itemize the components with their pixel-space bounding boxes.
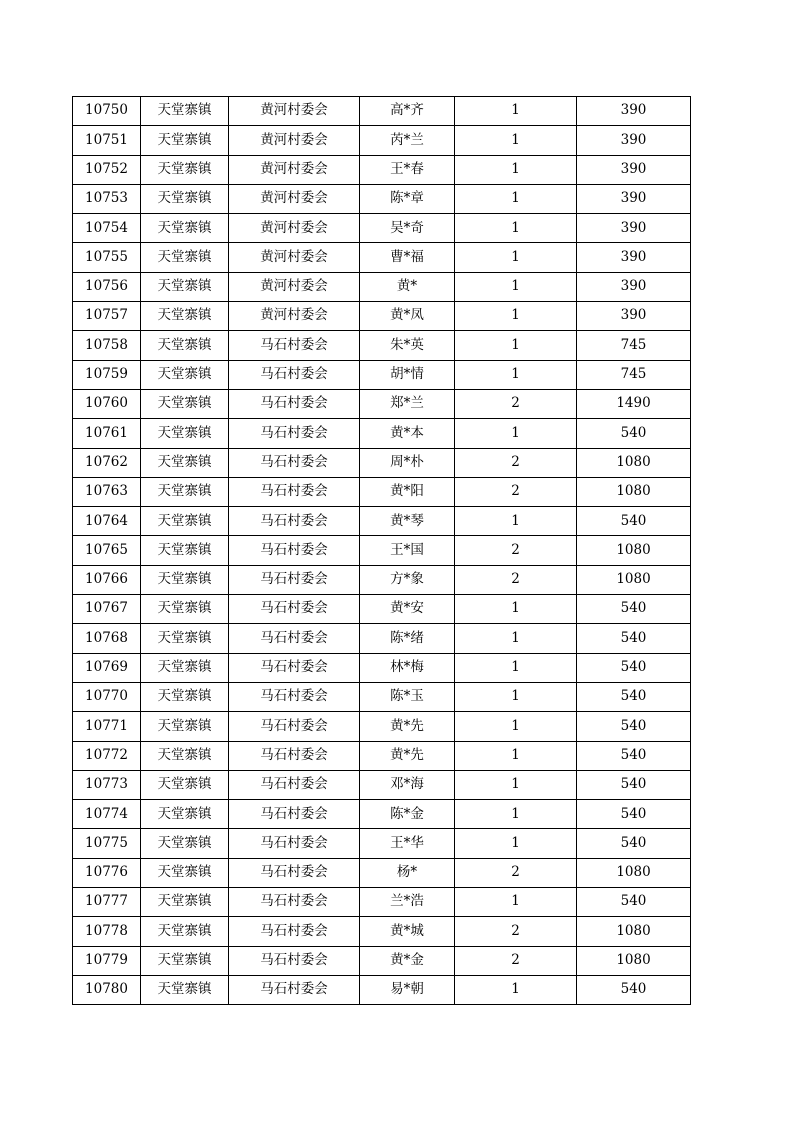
table-row <box>73 829 691 858</box>
table-row <box>73 214 691 243</box>
count-cell: 2 <box>455 536 577 565</box>
town-cell: 天堂寨镇 <box>141 272 229 301</box>
person-name-cell: 黄*先 <box>360 741 455 770</box>
village-committee-cell: 马石村委会 <box>229 595 360 624</box>
amount-cell: 540 <box>577 624 691 653</box>
amount-cell: 745 <box>577 360 691 389</box>
table-row <box>73 741 691 770</box>
person-name-cell: 王*国 <box>360 536 455 565</box>
amount-cell: 745 <box>577 331 691 360</box>
village-committee-cell: 黄河村委会 <box>229 214 360 243</box>
town-cell: 天堂寨镇 <box>141 448 229 477</box>
amount-cell: 540 <box>577 595 691 624</box>
count-cell: 2 <box>455 858 577 887</box>
record-id-cell: 10764 <box>73 507 141 536</box>
person-name-cell: 黄*琴 <box>360 507 455 536</box>
town-cell: 天堂寨镇 <box>141 419 229 448</box>
village-committee-cell: 马石村委会 <box>229 975 360 1004</box>
count-cell: 1 <box>455 829 577 858</box>
count-cell: 1 <box>455 888 577 917</box>
amount-cell: 540 <box>577 653 691 682</box>
record-id-cell: 10777 <box>73 888 141 917</box>
town-cell: 天堂寨镇 <box>141 97 229 126</box>
table-row <box>73 800 691 829</box>
count-cell: 1 <box>455 331 577 360</box>
village-committee-cell: 黄河村委会 <box>229 302 360 331</box>
record-id-cell: 10769 <box>73 653 141 682</box>
table-row <box>73 97 691 126</box>
record-id-cell: 10759 <box>73 360 141 389</box>
record-id-cell: 10750 <box>73 97 141 126</box>
town-cell: 天堂寨镇 <box>141 536 229 565</box>
person-name-cell: 胡*情 <box>360 360 455 389</box>
count-cell: 2 <box>455 448 577 477</box>
person-name-cell: 陈*金 <box>360 800 455 829</box>
table-row <box>73 682 691 711</box>
town-cell: 天堂寨镇 <box>141 946 229 975</box>
table-row <box>73 770 691 799</box>
table-row <box>73 360 691 389</box>
village-committee-cell: 马石村委会 <box>229 712 360 741</box>
count-cell: 2 <box>455 565 577 594</box>
amount-cell: 540 <box>577 975 691 1004</box>
amount-cell: 390 <box>577 155 691 184</box>
village-committee-cell: 马石村委会 <box>229 682 360 711</box>
record-id-cell: 10773 <box>73 770 141 799</box>
count-cell: 1 <box>455 770 577 799</box>
amount-cell: 1080 <box>577 946 691 975</box>
amount-cell: 540 <box>577 419 691 448</box>
person-name-cell: 黄*凤 <box>360 302 455 331</box>
record-id-cell: 10762 <box>73 448 141 477</box>
table-row <box>73 917 691 946</box>
amount-cell: 1080 <box>577 858 691 887</box>
town-cell: 天堂寨镇 <box>141 302 229 331</box>
count-cell: 1 <box>455 155 577 184</box>
record-id-cell: 10756 <box>73 272 141 301</box>
table-row <box>73 888 691 917</box>
table-row <box>73 507 691 536</box>
record-id-cell: 10767 <box>73 595 141 624</box>
table-row <box>73 653 691 682</box>
person-name-cell: 王*春 <box>360 155 455 184</box>
town-cell: 天堂寨镇 <box>141 214 229 243</box>
amount-cell: 540 <box>577 888 691 917</box>
town-cell: 天堂寨镇 <box>141 155 229 184</box>
person-name-cell: 高*齐 <box>360 97 455 126</box>
count-cell: 1 <box>455 975 577 1004</box>
village-committee-cell: 马石村委会 <box>229 624 360 653</box>
village-committee-cell: 马石村委会 <box>229 917 360 946</box>
village-committee-cell: 马石村委会 <box>229 507 360 536</box>
village-committee-cell: 马石村委会 <box>229 536 360 565</box>
town-cell: 天堂寨镇 <box>141 565 229 594</box>
table-row <box>73 858 691 887</box>
amount-cell: 390 <box>577 184 691 213</box>
village-committee-cell: 马石村委会 <box>229 389 360 418</box>
count-cell: 2 <box>455 389 577 418</box>
town-cell: 天堂寨镇 <box>141 389 229 418</box>
village-committee-cell: 马石村委会 <box>229 653 360 682</box>
village-committee-cell: 黄河村委会 <box>229 243 360 272</box>
person-name-cell: 杨* <box>360 858 455 887</box>
town-cell: 天堂寨镇 <box>141 975 229 1004</box>
town-cell: 天堂寨镇 <box>141 770 229 799</box>
amount-cell: 540 <box>577 800 691 829</box>
table-row <box>73 595 691 624</box>
town-cell: 天堂寨镇 <box>141 243 229 272</box>
person-name-cell: 黄*本 <box>360 419 455 448</box>
record-id-cell: 10754 <box>73 214 141 243</box>
person-name-cell: 陈*章 <box>360 184 455 213</box>
town-cell: 天堂寨镇 <box>141 184 229 213</box>
count-cell: 1 <box>455 682 577 711</box>
person-name-cell: 黄*安 <box>360 595 455 624</box>
table-row <box>73 448 691 477</box>
person-name-cell: 方*象 <box>360 565 455 594</box>
village-committee-cell: 马石村委会 <box>229 419 360 448</box>
town-cell: 天堂寨镇 <box>141 126 229 155</box>
village-committee-cell: 马石村委会 <box>229 565 360 594</box>
amount-cell: 390 <box>577 97 691 126</box>
town-cell: 天堂寨镇 <box>141 829 229 858</box>
village-committee-cell: 马石村委会 <box>229 331 360 360</box>
count-cell: 2 <box>455 477 577 506</box>
table-row <box>73 331 691 360</box>
amount-cell: 1080 <box>577 536 691 565</box>
village-committee-cell: 黄河村委会 <box>229 126 360 155</box>
town-cell: 天堂寨镇 <box>141 712 229 741</box>
person-name-cell: 易*朝 <box>360 975 455 1004</box>
town-cell: 天堂寨镇 <box>141 595 229 624</box>
town-cell: 天堂寨镇 <box>141 653 229 682</box>
amount-cell: 390 <box>577 302 691 331</box>
amount-cell: 390 <box>577 243 691 272</box>
person-name-cell: 林*梅 <box>360 653 455 682</box>
count-cell: 1 <box>455 800 577 829</box>
town-cell: 天堂寨镇 <box>141 682 229 711</box>
town-cell: 天堂寨镇 <box>141 331 229 360</box>
record-id-cell: 10780 <box>73 975 141 1004</box>
amount-cell: 540 <box>577 741 691 770</box>
amount-cell: 540 <box>577 712 691 741</box>
table-row <box>73 184 691 213</box>
record-id-cell: 10760 <box>73 389 141 418</box>
table-row <box>73 126 691 155</box>
amount-cell: 1080 <box>577 565 691 594</box>
table-row <box>73 477 691 506</box>
village-committee-cell: 黄河村委会 <box>229 184 360 213</box>
count-cell: 1 <box>455 97 577 126</box>
table-row <box>73 272 691 301</box>
count-cell: 1 <box>455 712 577 741</box>
data-table <box>72 96 691 1005</box>
count-cell: 1 <box>455 360 577 389</box>
record-id-cell: 10758 <box>73 331 141 360</box>
record-id-cell: 10776 <box>73 858 141 887</box>
person-name-cell: 郑*兰 <box>360 389 455 418</box>
table-row <box>73 536 691 565</box>
town-cell: 天堂寨镇 <box>141 741 229 770</box>
count-cell: 1 <box>455 126 577 155</box>
person-name-cell: 芮*兰 <box>360 126 455 155</box>
person-name-cell: 周*朴 <box>360 448 455 477</box>
count-cell: 1 <box>455 184 577 213</box>
record-id-cell: 10757 <box>73 302 141 331</box>
record-id-cell: 10761 <box>73 419 141 448</box>
count-cell: 1 <box>455 243 577 272</box>
town-cell: 天堂寨镇 <box>141 800 229 829</box>
town-cell: 天堂寨镇 <box>141 888 229 917</box>
person-name-cell: 王*华 <box>360 829 455 858</box>
town-cell: 天堂寨镇 <box>141 917 229 946</box>
person-name-cell: 朱*英 <box>360 331 455 360</box>
table-row <box>73 389 691 418</box>
person-name-cell: 黄*金 <box>360 946 455 975</box>
amount-cell: 540 <box>577 770 691 799</box>
person-name-cell: 黄*先 <box>360 712 455 741</box>
count-cell: 2 <box>455 946 577 975</box>
person-name-cell: 吴*奇 <box>360 214 455 243</box>
table-row <box>73 565 691 594</box>
record-id-cell: 10753 <box>73 184 141 213</box>
amount-cell: 540 <box>577 682 691 711</box>
amount-cell: 1080 <box>577 917 691 946</box>
record-id-cell: 10770 <box>73 682 141 711</box>
amount-cell: 1080 <box>577 477 691 506</box>
table-row <box>73 302 691 331</box>
town-cell: 天堂寨镇 <box>141 507 229 536</box>
table-row <box>73 624 691 653</box>
village-committee-cell: 黄河村委会 <box>229 272 360 301</box>
record-id-cell: 10772 <box>73 741 141 770</box>
village-committee-cell: 马石村委会 <box>229 741 360 770</box>
record-id-cell: 10768 <box>73 624 141 653</box>
person-name-cell: 邓*海 <box>360 770 455 799</box>
person-name-cell: 曹*福 <box>360 243 455 272</box>
count-cell: 1 <box>455 214 577 243</box>
town-cell: 天堂寨镇 <box>141 624 229 653</box>
record-id-cell: 10774 <box>73 800 141 829</box>
table-row <box>73 975 691 1004</box>
count-cell: 1 <box>455 272 577 301</box>
village-committee-cell: 马石村委会 <box>229 800 360 829</box>
table-row <box>73 712 691 741</box>
village-committee-cell: 马石村委会 <box>229 946 360 975</box>
village-committee-cell: 马石村委会 <box>229 888 360 917</box>
count-cell: 1 <box>455 624 577 653</box>
village-committee-cell: 马石村委会 <box>229 360 360 389</box>
table-row <box>73 155 691 184</box>
record-id-cell: 10766 <box>73 565 141 594</box>
record-id-cell: 10763 <box>73 477 141 506</box>
table-row <box>73 419 691 448</box>
amount-cell: 390 <box>577 214 691 243</box>
count-cell: 1 <box>455 302 577 331</box>
record-id-cell: 10779 <box>73 946 141 975</box>
amount-cell: 390 <box>577 272 691 301</box>
table-row <box>73 946 691 975</box>
record-id-cell: 10771 <box>73 712 141 741</box>
record-id-cell: 10765 <box>73 536 141 565</box>
count-cell: 1 <box>455 653 577 682</box>
record-id-cell: 10778 <box>73 917 141 946</box>
table-row <box>73 243 691 272</box>
village-committee-cell: 马石村委会 <box>229 477 360 506</box>
record-id-cell: 10755 <box>73 243 141 272</box>
village-committee-cell: 马石村委会 <box>229 448 360 477</box>
person-name-cell: 黄*城 <box>360 917 455 946</box>
person-name-cell: 陈*绪 <box>360 624 455 653</box>
village-committee-cell: 马石村委会 <box>229 829 360 858</box>
person-name-cell: 黄*阳 <box>360 477 455 506</box>
count-cell: 1 <box>455 741 577 770</box>
town-cell: 天堂寨镇 <box>141 360 229 389</box>
village-committee-cell: 马石村委会 <box>229 770 360 799</box>
town-cell: 天堂寨镇 <box>141 858 229 887</box>
record-id-cell: 10752 <box>73 155 141 184</box>
count-cell: 2 <box>455 917 577 946</box>
count-cell: 1 <box>455 595 577 624</box>
count-cell: 1 <box>455 507 577 536</box>
count-cell: 1 <box>455 419 577 448</box>
amount-cell: 540 <box>577 507 691 536</box>
person-name-cell: 兰*浩 <box>360 888 455 917</box>
town-cell: 天堂寨镇 <box>141 477 229 506</box>
person-name-cell: 黄* <box>360 272 455 301</box>
amount-cell: 540 <box>577 829 691 858</box>
amount-cell: 1490 <box>577 389 691 418</box>
village-committee-cell: 马石村委会 <box>229 858 360 887</box>
record-id-cell: 10775 <box>73 829 141 858</box>
person-name-cell: 陈*玉 <box>360 682 455 711</box>
village-committee-cell: 黄河村委会 <box>229 97 360 126</box>
village-committee-cell: 黄河村委会 <box>229 155 360 184</box>
table-body <box>73 97 691 1005</box>
record-id-cell: 10751 <box>73 126 141 155</box>
amount-cell: 390 <box>577 126 691 155</box>
amount-cell: 1080 <box>577 448 691 477</box>
